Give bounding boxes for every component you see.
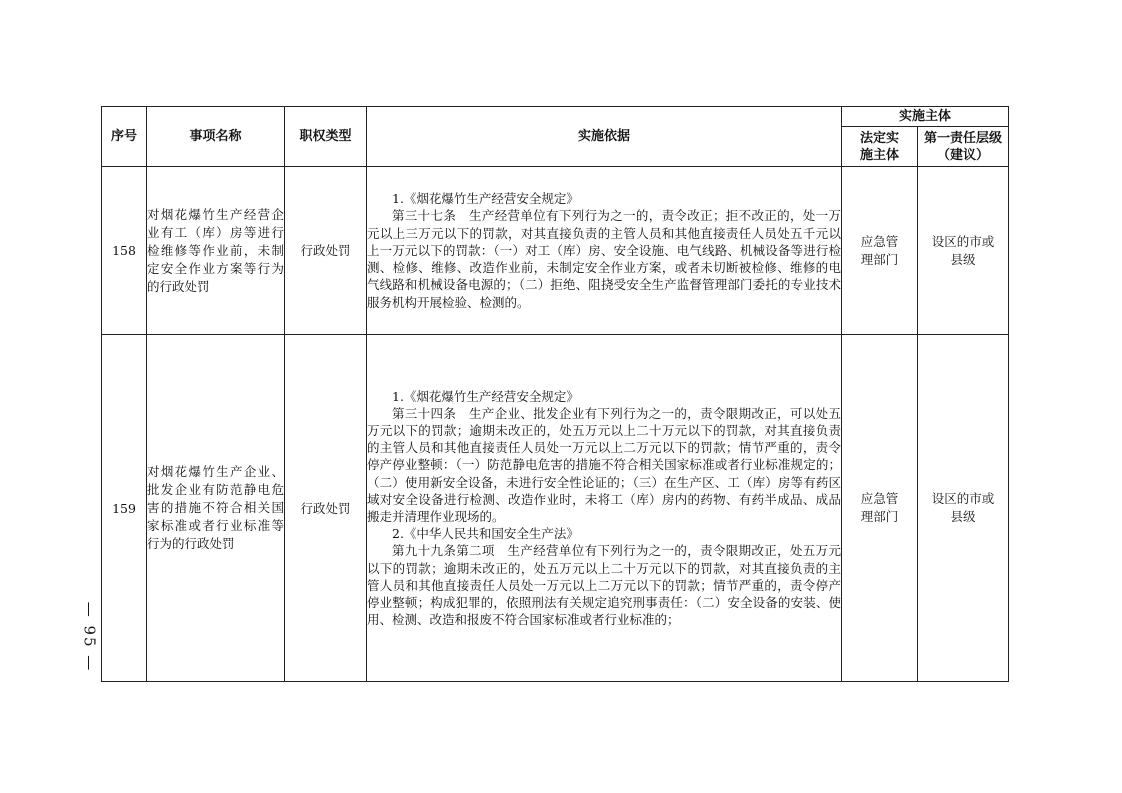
basis-article: 第九十九条第二项 生产经营单位有下列行为之一的，责令限期改正，处五万元以下的罚款；逾期未改正的，处五万元以上二十万元以下的罚款，对其直接负责的主管人员和其他直接责任人员处一万元以上二万元以下的罚款；情节严重的，责令停产停业整顿；构成犯罪的，依照刑法有关规定追究刑事责任：（二）安全设备的安装、使用、检测、改造和报废不符合国家标准或者行业标准的； <box>367 543 841 628</box>
basis-article: 第三十七条 生产经营单位有下列行为之一的，责令改正；拒不改正的，处一万元以上三万元以下的罚款，对其直接负责的主管人员和其他直接责任人员处五千元以上一万元以下的罚款：（一）对工（库）房、安全设施、电气线路、机械设备等进行检测、检修、维修、改造作业前，未制定安全作业方案，或者未切断被检修、维修的电气线路和机械设备电源的；（二）拒绝、阻挠受安全生产监督管理部门委托的专业技术服务机构开展检验、检测的。 <box>367 208 841 310</box>
row-legal-subject: 应急管理部门 <box>842 335 918 682</box>
row-legal-subject: 应急管理部门 <box>842 167 918 335</box>
row-first-level: 设区的市或县级 <box>918 167 1009 335</box>
row-name: 对烟花爆竹生产企业、批发企业有防范静电危害的措施不符合相关国家标准或者行业标准等行为的行政处罚 <box>147 335 285 682</box>
table-row <box>102 335 1009 682</box>
table-row <box>102 167 1009 335</box>
basis-source: 2.《中华人民共和国安全生产法》 <box>392 526 579 542</box>
row-basis <box>367 167 842 335</box>
row-basis <box>367 335 842 682</box>
header-row <box>102 107 1009 127</box>
page-number: — 95 — <box>80 601 98 673</box>
header-legal-subject: 法定实施主体 <box>842 127 918 167</box>
row-first-level: 设区的市或县级 <box>918 335 1009 682</box>
basis-source: 1.《烟花爆竹生产经营安全规定》 <box>392 191 579 207</box>
header-seq: 序号 <box>102 107 147 167</box>
authority-table <box>101 106 1009 682</box>
header-type: 职权类型 <box>285 107 367 167</box>
header-subject: 实施主体 <box>842 107 1009 127</box>
header-first-level: 第一责任层级（建议） <box>918 127 1009 167</box>
row-type: 行政处罚 <box>285 167 367 335</box>
basis-article: 第三十四条 生产企业、批发企业有下列行为之一的，责令限期改正，可以处五万元以下的罚款；逾期未改正的，处五万元以上二十万元以下的罚款，对其直接负责的主管人员和其他直接责任人员处一万元以上二万元以下的罚款；情节严重的，责令停产停业整顿：（一）防范静电危害的措施不符合相关国家标准或者行业标准规定的；（二）使用新安全设备，未进行安全性论证的；（三）在生产区、工（库）房等有药区域对安全设备进行检测、改造作业时，未将工（库）房内的药物、有药半成品、成品搬走并清理作业现场的。 <box>367 405 841 524</box>
basis-source: 1.《烟花爆竹生产经营安全规定》 <box>392 388 579 404</box>
row-name: 对烟花爆竹生产经营企业有工（库）房等进行检维修等作业前，未制定安全作业方案等行为的行政处罚 <box>147 167 285 335</box>
row-seq: 158 <box>102 167 147 335</box>
row-seq: 159 <box>102 335 147 682</box>
row-type: 行政处罚 <box>285 335 367 682</box>
header-name: 事项名称 <box>147 107 285 167</box>
header-basis: 实施依据 <box>367 107 842 167</box>
